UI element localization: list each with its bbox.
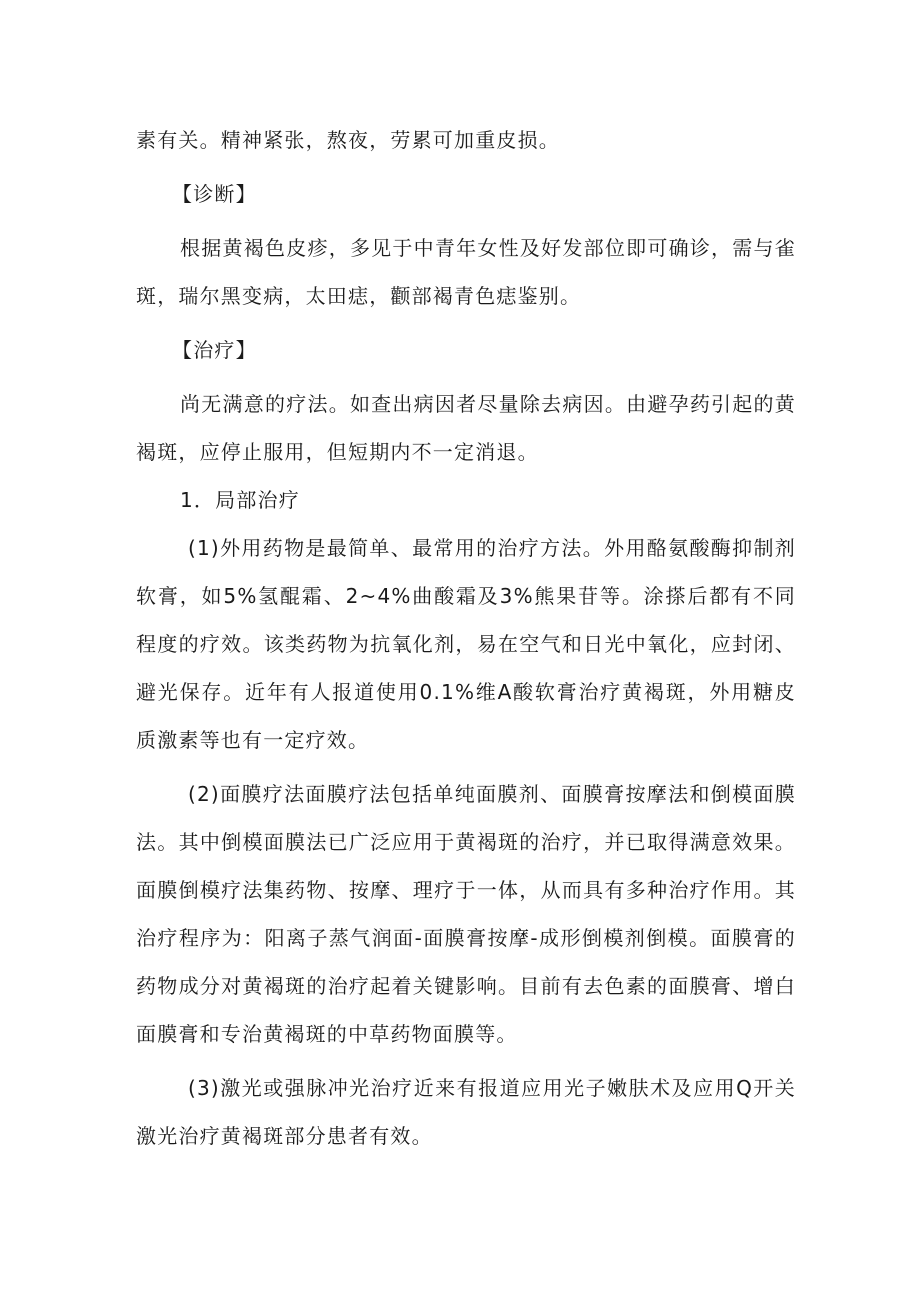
paragraph-mask-therapy: (2)面膜疗法面膜疗法包括单纯面膜剂、面膜膏按摩法和倒模面膜法。其中倒模面膜法已广泛应用于黄褐斑的治疗，并已取得满意效果。面膜倒模疗法集药物、按摩、理疗于一体，从而具有多种治疗作用。其治疗程序为：阳离子蒸气润面-面膜膏按摩-成形倒模剂倒模。面膜膏的药物成分对黄褐斑的治疗起着关键影响。目前有去色素的面膜膏、增白面膜膏和专治黄褐斑的中草药物面膜等。: [136, 782, 796, 1046]
subheading-local-treatment: 1．局部治疗: [180, 488, 300, 512]
paragraph-laser-therapy: (3)激光或强脉冲光治疗近来有报道应用光子嫩肤术及应用Q开关激光治疗黄褐斑部分患者有效。: [136, 1076, 796, 1148]
paragraph-continued: 素有关。精神紧张，熬夜，劳累可加重皮损。: [136, 128, 560, 152]
section-heading-treatment: 【治疗】: [172, 338, 257, 362]
document-body: [136, 116, 796, 1160]
paragraph-treatment-intro: 尚无满意的疗法。如查出病因者尽量除去病因。由避孕药引起的黄褐斑，应停止服用，但短期内不一定消退。: [136, 392, 796, 464]
section-heading-diagnosis: 【诊断】: [172, 182, 257, 206]
paragraph-diagnosis: 根据黄褐色皮疹，多见于中青年女性及好发部位即可确诊，需与雀斑，瑞尔黑变病，太田痣，颧部褐青色痣鉴别。: [136, 236, 796, 308]
paragraph-topical-drugs: (1)外用药物是最简单、最常用的治疗方法。外用酪氨酸酶抑制剂软膏，如5%氢醌霜、2~4%曲酸霜及3%熊果苷等。涂搽后都有不同程度的疗效。该类药物为抗氧化剂，易在空气和日光中氧化，应封闭、避光保存。近年有人报道使用0.1%维A酸软膏治疗黄褐斑，外用糖皮质激素等也有一定疗效。: [136, 536, 796, 752]
